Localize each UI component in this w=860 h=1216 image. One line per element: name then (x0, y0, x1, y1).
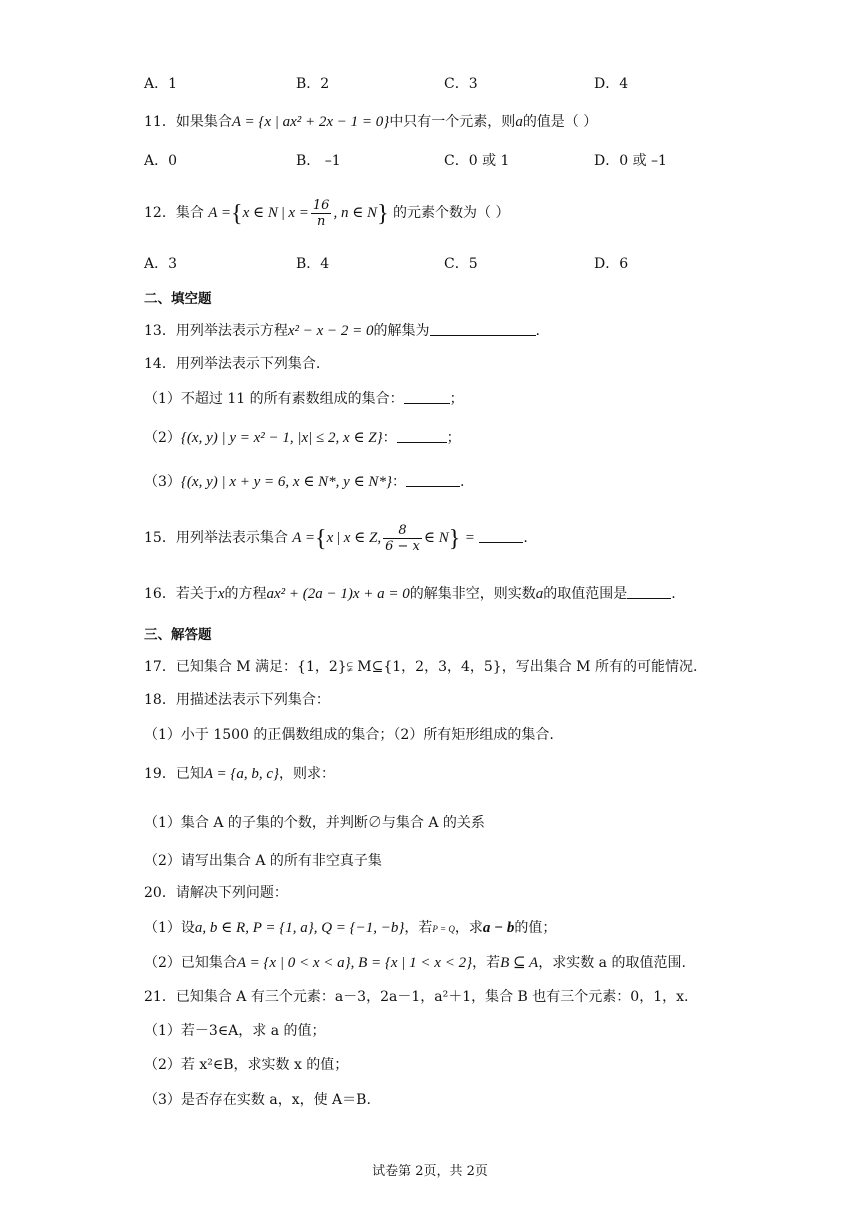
q16-equation: ax² + (2a − 1)x + a = 0 (266, 586, 410, 602)
q21-part2: （2）若 x²∈B，求实数 x 的值； (144, 1057, 349, 1073)
q13-end: . (535, 323, 540, 339)
q15-fraction (383, 523, 422, 554)
q15-membership: ∈ N (423, 530, 449, 546)
q20-part1-label: （1）设 (144, 920, 195, 936)
section-fill-in-heading: 二、填空题 (144, 291, 212, 307)
question-13 (144, 321, 540, 341)
q20-label: 20．请解决下列问题： (144, 885, 288, 901)
q16-label: 16．若关于 (144, 586, 218, 602)
q16-answer-blank[interactable] (627, 586, 671, 599)
q12-label: 12．集合 (144, 205, 204, 221)
q12-cond3: , n ∈ N (333, 205, 378, 221)
q11-var: a (515, 114, 523, 130)
q13-equation: x² − x − 2 = 0 (287, 323, 374, 339)
q19-part2: （2）请写出集合 A 的所有非空真子集 (144, 853, 382, 869)
q20-part2-expression: A = {x | 0 < x < a}, B = {x | 1 < x < 2} (236, 955, 473, 971)
q16-var-x: x (217, 586, 225, 602)
q19-part1: （1）集合 A 的子集的个数，并判断∅与集合 A 的关系 (144, 815, 485, 831)
q20-part1-mid: ，若 (404, 920, 433, 936)
q15-open-brace-icon: { (315, 526, 327, 552)
question-12 (144, 196, 510, 231)
q11-option-b[interactable]: B． –1 (296, 153, 341, 169)
q14-part2-colon: ： (382, 430, 397, 446)
q10-option-d[interactable]: D．4 (594, 76, 629, 92)
q12-bar-icon: | (277, 205, 289, 221)
q11-tail: 的值是（ ） (522, 114, 598, 130)
q15-label: 15．用列举法表示集合 (144, 530, 288, 546)
q10-option-c[interactable]: C．3 (444, 76, 478, 92)
q16-mid2: 的解集非空，则实数 (409, 586, 536, 602)
question-16 (144, 584, 676, 604)
q12-cond1: x ∈ N (242, 205, 278, 221)
q20-part1-target: a − b (482, 920, 515, 936)
q14-part3 (144, 472, 464, 492)
q15-end: . (523, 530, 528, 546)
q14-part2-blank[interactable] (397, 430, 447, 443)
q12-numerator: 16 (312, 197, 330, 213)
q20-part2-condition: B ⊆ A (500, 955, 539, 971)
q15-answer-blank[interactable] (479, 530, 523, 543)
q12-option-c[interactable]: C．5 (444, 256, 478, 272)
question-19 (144, 764, 335, 784)
q18-parts: （1）小于 1500 的正偶数组成的集合；（2）所有矩形组成的集合. (144, 727, 554, 743)
q15-lhs: A = (292, 530, 316, 546)
section-solution-heading: 三、解答题 (144, 627, 212, 643)
q19-expression: A = {a, b, c} (203, 766, 279, 782)
q16-tail: 的取值范围是 (543, 586, 628, 602)
q14-part3-label: （3） (144, 474, 181, 490)
q21-part1: （1）若－3∈A，求 a 的值； (144, 1023, 326, 1039)
q15-bar-icon: | (333, 530, 344, 546)
q20-part2-tail: ，求实数 a 的取值范围. (538, 955, 686, 971)
q11-option-d[interactable]: D．0 或 –1 (594, 153, 667, 169)
q16-end: . (671, 586, 676, 602)
q18-label: 18．用描述法表示下列集合： (144, 692, 330, 708)
q10-option-a[interactable]: A．1 (144, 76, 178, 92)
q20-part2-mid: ，若 (472, 955, 501, 971)
q20-part2-label: （2）已知集合 (144, 955, 237, 971)
q14-part3-expression: {(x, y) | x + y = 6, x ∈ N*, y ∈ N*} (180, 474, 392, 490)
q14-part1-text: （1）不超过 11 的所有素数组成的集合： (144, 391, 404, 407)
q20-part1-expression: a, b ∈ R, P = {1, a}, Q = {−1, −b} (194, 920, 405, 936)
q11-option-c[interactable]: C．0 或 1 (444, 153, 510, 169)
q15-close-brace-icon: } (448, 526, 461, 552)
q12-fraction (311, 198, 332, 229)
q12-set-lhs: A = (208, 205, 232, 221)
q14-label: 14．用列举法表示下列集合. (144, 356, 321, 372)
q12-close-brace-icon: } (377, 201, 389, 227)
q14-part2-expression: {(x, y) | y = x² − 1, |x| ≤ 2, x ∈ Z} (180, 430, 383, 446)
q11-mid: 中只有一个元素，则 (389, 114, 516, 130)
q15-var-x: x (326, 530, 334, 546)
q21-part3: （3）是否存在实数 a，x，使 A＝B. (144, 1092, 371, 1108)
q21-label: 21．已知集合 A 有三个元素：a－3，2a－1，a²＋1，集合 B 也有三个元素：0，1，x. (144, 989, 689, 1005)
q12-option-d[interactable]: D．6 (594, 256, 629, 272)
q20-part1 (144, 918, 556, 939)
q16-var-a: a (535, 586, 544, 602)
q20-part1-condition: P = Q (432, 924, 455, 934)
q15-denominator: 6 − x (385, 538, 420, 554)
page-footer: 试卷第 2页，共 2页 (372, 1164, 488, 1179)
q14-part1-end: ； (449, 391, 464, 407)
q20-part2 (144, 953, 686, 973)
q10-option-b[interactable]: B．2 (296, 76, 330, 92)
q15-equals: = (464, 530, 475, 546)
q13-tail: 的解集为 (373, 323, 430, 339)
q14-part2 (144, 428, 461, 448)
q13-answer-blank[interactable] (430, 323, 536, 336)
q12-tail: 的元素个数为（ ） (393, 205, 510, 221)
q15-condition: x ∈ Z, (343, 530, 382, 546)
q14-part3-blank[interactable] (406, 474, 460, 487)
question-17: 17．已知集合 M 满足：{1，2}⫋ M⊆{1，2，3，4，5}，写出集合 M 所有的可能情况. (144, 659, 698, 675)
q12-denominator: n (316, 213, 326, 229)
q14-part2-end: ； (446, 430, 461, 446)
q11-set-expression: A = {x | ax² + 2x − 1 = 0} (231, 114, 390, 130)
question-11 (144, 112, 597, 132)
q19-tail: ，则求： (279, 766, 335, 782)
q14-part3-end: . (459, 474, 465, 490)
q14-part3-colon: ： (391, 474, 406, 490)
q19-label: 19．已知 (144, 766, 204, 782)
q12-option-a[interactable]: A．3 (144, 256, 178, 272)
q20-part1-end: 的值； (514, 920, 557, 936)
q14-part1-blank[interactable] (404, 391, 450, 404)
q14-part2-label: （2） (144, 430, 181, 446)
q12-cond2: x = (288, 205, 309, 221)
q11-label: 11．如果集合 (144, 114, 232, 130)
q12-open-brace-icon: { (231, 201, 243, 227)
q15-numerator: 8 (383, 523, 422, 539)
q12-option-b[interactable]: B．4 (296, 256, 330, 272)
q11-option-a[interactable]: A．0 (144, 153, 178, 169)
q13-label: 13．用列举法表示方程 (144, 323, 288, 339)
q14-part1 (144, 389, 464, 409)
q20-part1-mid2: ，求 (454, 920, 483, 936)
q16-mid: 的方程 (224, 586, 267, 602)
question-15 (144, 521, 528, 556)
